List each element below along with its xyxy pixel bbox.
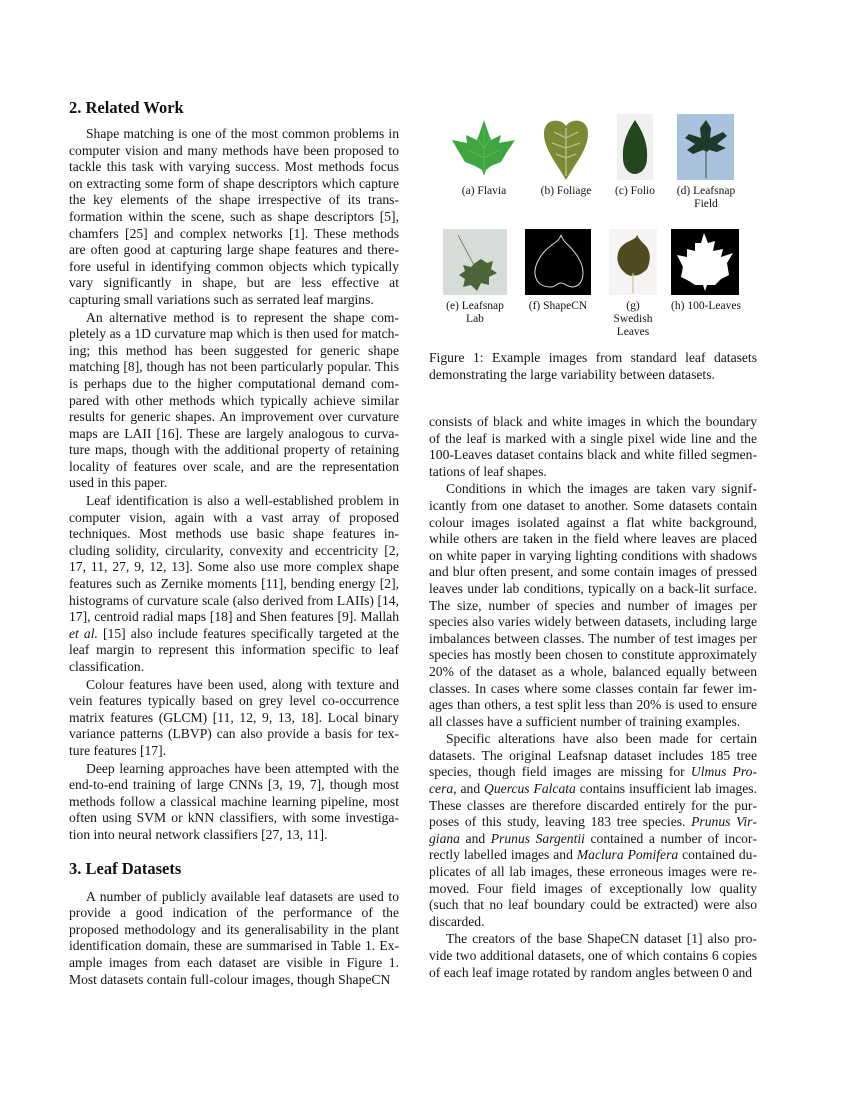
panel-label-f xyxy=(511,300,605,313)
right-column xyxy=(429,414,757,981)
paragraph-datasets-continuation: consists of black and white images in which the boundary of the leaf is marked with a single pixel wide line and the 100-Leaves dataset contains black and white filled segmentations of leaf shapes. xyxy=(429,414,757,479)
paragraph-alterations xyxy=(429,731,757,930)
panel-label-h xyxy=(665,300,747,313)
species-name: Maclura Pomifera xyxy=(576,847,679,863)
flavia-leaf-image xyxy=(449,118,519,178)
species-name: Prunus Virgiana xyxy=(429,814,757,846)
text-run: contains insufficient lab images. These classes are therefore discarded entirely for the purposes of this study, leaving 183 tree species. xyxy=(429,781,757,830)
paragraph-shapecn: The creators of the base ShapeCN dataset [1] also provide two additional datasets, one of which contains 6 copies of each leaf image rotated by random angles between 0 and xyxy=(429,931,757,980)
panel-label-d xyxy=(665,185,747,211)
panel-label-g xyxy=(601,300,665,339)
paragraph-datasets-intro: A number of publicly available leaf datasets are used to provide a good indication of the performance of the proposed methodology and its generalisability in the plant identification domain, these are summarised in Table 1. Example images from each dataset are visible in Figure 1. Most datasets contain full-colour images, though ShapeCN xyxy=(69,888,399,987)
swedish-leaves-leaf-image xyxy=(609,229,657,295)
text-run: contained a number of incorrectly labelled images and xyxy=(429,830,757,863)
panel-label-text: (a) Flavia xyxy=(461,185,507,197)
panel-label-text: (f) ShapeCN xyxy=(528,300,588,312)
species-name: Ulmus Procera xyxy=(429,764,757,797)
italic-run: et al. xyxy=(69,625,98,641)
text-run: , and xyxy=(453,781,485,797)
paragraph-curvature-map: An alternative method is to represent the shape completely as a 1D curvature map which is then used for matching; this method has been suggested for generic shape matching [8], though has not been particularly popular. This is perhaps due to the higher computational demand compared with other methods which typically achieve similar results for generic shapes. An improvement over curvature maps are LAII [16]. These are largely analogous to curvature maps, though with the additional property of retaining locality of features over scale, and are the representation used in this paper. xyxy=(69,309,399,491)
paragraph-conditions: Conditions in which the images are taken vary significantly from one dataset to another. Some datasets contain colour images isolated against a flat white background, while others are taken in the field where leaves are placed on white paper in varying lighting conditions with shadows and blur often present, and some contain images of pressed leaves under lab conditions, typically on a back-lit surface. The size, number of species and number of images per species also varies widely between datasets, including large imbalances between classes. The number of test images per species has mostly been chosen to constitute approximately 20% of the dataset as a whole, balanced equally between classes. In cases where some classes contain far fewer images than others, a test split less than 20% is used to ensure all classes have a sufficient number of training examples. xyxy=(429,481,757,729)
leafsnap-field-leaf-image xyxy=(677,114,734,180)
section-heading-leaf-datasets: 3. Leaf Datasets xyxy=(69,858,182,878)
species-name: Prunus Sargentii xyxy=(490,830,585,846)
panel-label-text: (e) Leafsnap xyxy=(446,300,504,312)
panel-label-b xyxy=(519,185,613,198)
text-run: contained duplicates of all lab images, these erroneous images were removed. Four field images of exceptionally low quality (such that no leaf boundary could be extracted) were also discarded. xyxy=(429,847,757,929)
text-run: [15] also include features specifically targeted at the leaf margin to represent this information specific to leaf classification. xyxy=(69,625,399,674)
figure-caption: Figure 1: Example images from standard leaf datasets demonstrating the large variability between datasets. xyxy=(429,350,757,382)
panel-label-text: Swedish xyxy=(613,313,653,325)
paragraph-leaf-identification xyxy=(69,493,399,676)
shapecn-leaf-image xyxy=(525,229,591,295)
species-name: Quercus Falcata xyxy=(484,781,576,797)
section-heading-related-work: 2. Related Work xyxy=(69,98,184,117)
paragraph-deep-learning: Deep learning approaches have been attempted with the end-to-end training of large CNNs [3, 19, 7], though most methods follow a classical machine learning pipeline, most often using SVM or kNN classifiers, with some investigation into neural network classifiers [27, 13, 11]. xyxy=(69,760,399,842)
panel-label-c xyxy=(605,185,665,198)
panel-label-text: (b) Foliage xyxy=(540,185,592,197)
left-column xyxy=(69,97,399,988)
paragraph-shape-matching: Shape matching is one of the most common problems in computer vision and many methods have been proposed to tackle this task with varying success. Most methods focus on extracting some form of shape descriptors which capture the key elements of the shape irrespective of its transformation within the scene, such as shape descriptors [5], chamfers [25] and complex networks [1]. These methods are often good at capturing large shape features and therefore useful in identifying common objects which typically vary significantly in shape, but are less effective at capturing small variations such as serrated leaf margins. xyxy=(69,126,399,307)
paragraph-colour-features: Colour features have been used, along with texture and vein features typically based on grey level co-occurrence matrix features (GLCM) [11, 12, 9, 13, 18]. Local binary variance patterns (LBVP) can also provide a basis for texture features [17]. xyxy=(69,676,399,758)
text-run: Specific alterations have also been made for certain datasets. The original Leafsnap dataset includes 185 tree species, though field images are missing for xyxy=(429,731,757,780)
panel-label-text: Leaves xyxy=(616,326,650,338)
text-run: and xyxy=(459,830,491,846)
panel-label-text: (h) 100-Leaves xyxy=(671,300,741,312)
100-leaves-leaf-image xyxy=(671,229,739,295)
folio-leaf-image xyxy=(617,114,653,180)
foliage-leaf-image xyxy=(539,116,593,182)
panel-label-text: Field xyxy=(694,198,718,210)
panel-label-text: (c) Folio xyxy=(615,185,655,197)
panel-label-text: (d) Leafsnap xyxy=(676,185,736,197)
panel-label-text: (g) xyxy=(626,300,640,312)
panel-label-e xyxy=(429,300,521,326)
leafsnap-lab-leaf-image xyxy=(443,229,507,295)
text-run: Leaf identification is also a well-established problem in computer vision, again with a vast array of proposed techniques. Most methods use basic shape features including solidity, circularity, convexity and eccentricity [2, 17, 11, 27, 9, 12, 13]. Some also use more complex shape features such as Zernike moments [11], bending energy [2], histograms of curvature scale (also derived from LAIIs) [14, 17], centroid radial maps [18] and Shen features [9]. Mallah xyxy=(69,493,399,625)
panel-label-text: Lab xyxy=(466,313,484,325)
